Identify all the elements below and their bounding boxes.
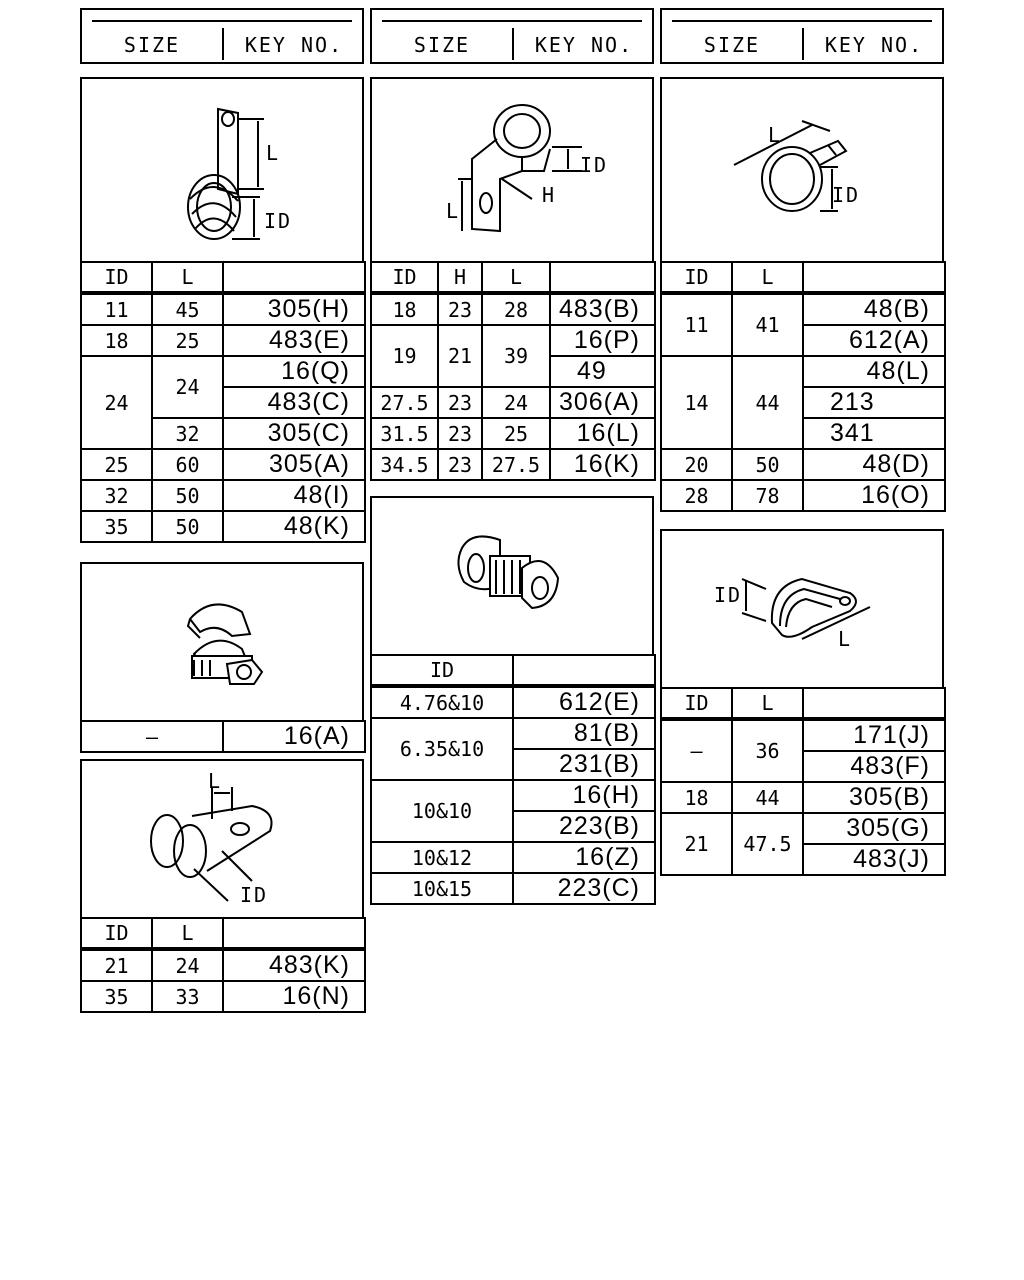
size-label: SIZE	[123, 33, 181, 57]
band-clamp-drawing	[662, 79, 942, 261]
cell-key: 223(C)	[513, 873, 655, 904]
cell-l: 33	[152, 981, 223, 1012]
table-row	[371, 842, 655, 873]
table-row	[371, 325, 655, 356]
dim-id-label: ID	[580, 153, 609, 177]
col-h: H	[438, 262, 482, 293]
table-row	[81, 981, 365, 1012]
table-clamp-loop	[80, 261, 366, 543]
cell-key: 612(A)	[803, 325, 945, 356]
dim-l-label: L	[838, 627, 851, 651]
cell-id: 10&15	[371, 873, 513, 904]
cell-id: 19	[371, 325, 438, 387]
cell-id: 10&10	[371, 780, 513, 842]
offset-clamp-drawing	[372, 79, 652, 261]
table-row	[81, 511, 365, 542]
col-key	[223, 918, 365, 949]
cell-key: 483(C)	[223, 387, 365, 418]
cell-l: 78	[732, 480, 803, 511]
cell-id: 34.5	[371, 449, 438, 480]
cell-key: 16(H)	[513, 780, 655, 811]
cell-key: 483(J)	[803, 844, 945, 875]
cell-key: 48(B)	[803, 293, 945, 325]
cell-key: 48(I)	[223, 480, 365, 511]
table-header-row	[81, 262, 365, 293]
table-offset-clamp	[370, 261, 656, 481]
cell-l: 24	[482, 387, 550, 418]
table-row	[371, 718, 655, 749]
cell-id: 25	[81, 449, 152, 480]
cell-key: 171(J)	[803, 719, 945, 751]
table-header-row	[661, 262, 945, 293]
cell-key: 223(B)	[513, 811, 655, 842]
cell-l: 60	[152, 449, 223, 480]
table-row	[661, 813, 945, 844]
key-no-label: KEY NO.	[244, 33, 344, 57]
cell-id: 6.35&10	[371, 718, 513, 780]
cell-key: 16(Z)	[513, 842, 655, 873]
cell-h: 23	[438, 449, 482, 480]
table-row	[81, 721, 365, 752]
key-no-label: KEY NO.	[824, 33, 924, 57]
table-row	[371, 387, 655, 418]
cell-key: 16(K)	[550, 449, 655, 480]
table-row	[661, 293, 945, 325]
cell-id: 18	[371, 293, 438, 325]
cell-key: 483(F)	[803, 751, 945, 782]
cell-key: 483(B)	[550, 293, 655, 325]
cell-id: 21	[661, 813, 732, 875]
table-band-clamp	[660, 261, 946, 512]
cell-id: 31.5	[371, 418, 438, 449]
cell-key: 483(E)	[223, 325, 365, 356]
offset-clamp-figure	[370, 77, 654, 263]
col-key	[550, 262, 655, 293]
cell-id: 28	[661, 480, 732, 511]
header-rule	[382, 20, 642, 22]
cell-h: 23	[438, 418, 482, 449]
cell-key: 81(B)	[513, 718, 655, 749]
dim-l-label: L	[446, 199, 459, 223]
col-id: ID	[81, 262, 152, 293]
cell-l: 50	[732, 449, 803, 480]
cell-id: 18	[81, 325, 152, 356]
cell-key: 16(O)	[803, 480, 945, 511]
cell-id: 18	[661, 782, 732, 813]
cell-l: 50	[152, 480, 223, 511]
col-l: L	[152, 918, 223, 949]
cell-key: 612(E)	[513, 686, 655, 718]
header-rule	[672, 20, 932, 22]
cell-id: 32	[81, 480, 152, 511]
cell-id: 24	[81, 356, 152, 449]
table-row	[661, 356, 945, 387]
double-clip-figure	[370, 496, 654, 656]
table-header-row	[371, 262, 655, 293]
clamp-loop-figure	[80, 77, 364, 263]
cell-key: 16(Q)	[223, 356, 365, 387]
dim-l-label: L	[208, 769, 221, 793]
col-l: L	[152, 262, 223, 293]
header-rule	[92, 20, 352, 22]
cell-key: 16(L)	[550, 418, 655, 449]
col-key	[223, 262, 365, 293]
cell-l: 24	[152, 356, 223, 418]
col-id: ID	[661, 688, 732, 719]
table-header-row	[81, 918, 365, 949]
cell-l: 25	[482, 418, 550, 449]
table-tab-clip	[80, 917, 366, 1013]
dim-id-label: ID	[264, 209, 293, 233]
col-key	[513, 655, 655, 686]
cell-l: 24	[152, 949, 223, 981]
dim-id-label: ID	[714, 583, 743, 607]
cell-l: 25	[152, 325, 223, 356]
key-no-label: KEY NO.	[534, 33, 634, 57]
dim-h-label: H	[542, 183, 555, 207]
size-label: SIZE	[703, 33, 761, 57]
clamp-loop-drawing	[82, 79, 362, 261]
cell-id: 21	[81, 949, 152, 981]
cell-h: 23	[438, 387, 482, 418]
table-p-clip	[660, 687, 946, 876]
p-clip-figure	[660, 529, 944, 689]
cell-key: 306(A)	[550, 387, 655, 418]
table-row	[661, 719, 945, 751]
cell-l: 28	[482, 293, 550, 325]
col-key	[803, 262, 945, 293]
col-l: L	[732, 688, 803, 719]
cell-id: 35	[81, 981, 152, 1012]
col-id: ID	[81, 918, 152, 949]
cell-key: 305(G)	[803, 813, 945, 844]
cell-key: 49	[550, 356, 655, 387]
cell-key: 305(C)	[223, 418, 365, 449]
table-row	[371, 686, 655, 718]
cell-id: 27.5	[371, 387, 438, 418]
table-row	[81, 356, 365, 387]
cell-id: 4.76&10	[371, 686, 513, 718]
plastic-clip-figure	[80, 562, 364, 722]
cell-h: 23	[438, 293, 482, 325]
table-row	[81, 325, 365, 356]
col-id: ID	[661, 262, 732, 293]
cell-id: 20	[661, 449, 732, 480]
table-header-row	[371, 655, 655, 686]
cell-id: —	[661, 719, 732, 782]
table-row	[661, 449, 945, 480]
cell-h: 21	[438, 325, 482, 387]
cell-key: 305(A)	[223, 449, 365, 480]
table-row	[81, 949, 365, 981]
cell-id: 14	[661, 356, 732, 449]
cell-l: 36	[732, 719, 803, 782]
header-col-2	[370, 8, 654, 64]
cell-key: 305(H)	[223, 293, 365, 325]
cell-l: 32	[152, 418, 223, 449]
tab-clip-drawing	[82, 761, 362, 917]
cell-id: 35	[81, 511, 152, 542]
cell-l: 39	[482, 325, 550, 387]
double-clip-drawing	[372, 498, 652, 654]
cell-key: 48(D)	[803, 449, 945, 480]
col-id: ID	[371, 262, 438, 293]
header-col-1	[80, 8, 364, 64]
table-row	[661, 782, 945, 813]
cell-l: 50	[152, 511, 223, 542]
table-row	[81, 449, 365, 480]
table-row	[81, 480, 365, 511]
table-row	[81, 293, 365, 325]
col-key	[803, 688, 945, 719]
cell-id: —	[81, 721, 223, 752]
size-label: SIZE	[413, 33, 471, 57]
cell-key: 231(B)	[513, 749, 655, 780]
col-id: ID	[371, 655, 513, 686]
table-row	[371, 449, 655, 480]
cell-l: 47.5	[732, 813, 803, 875]
col-l: L	[732, 262, 803, 293]
dim-l-label: L	[266, 141, 279, 165]
band-clamp-figure	[660, 77, 944, 263]
cell-key: 48(K)	[223, 511, 365, 542]
col-l: L	[482, 262, 550, 293]
table-row	[371, 780, 655, 811]
plastic-clip-drawing	[82, 564, 362, 720]
p-clip-drawing	[662, 531, 942, 687]
table-row	[371, 418, 655, 449]
dim-id-label: ID	[240, 883, 269, 907]
cell-key: 483(K)	[223, 949, 365, 981]
cell-key: 341	[803, 418, 945, 449]
table-double-clip	[370, 654, 656, 905]
header-col-3	[660, 8, 944, 64]
cell-key: 213	[803, 387, 945, 418]
cell-l: 44	[732, 356, 803, 449]
tab-clip-figure	[80, 759, 364, 919]
cell-key: 16(N)	[223, 981, 365, 1012]
cell-id: 11	[81, 293, 152, 325]
table-header-row	[661, 688, 945, 719]
table-row	[371, 293, 655, 325]
dim-l-label: L	[768, 123, 781, 147]
cell-key: 16(A)	[223, 721, 365, 752]
cell-l: 44	[732, 782, 803, 813]
cell-key: 16(P)	[550, 325, 655, 356]
cell-key: 305(B)	[803, 782, 945, 813]
table-row	[661, 480, 945, 511]
cell-key: 48(L)	[803, 356, 945, 387]
cell-id: 10&12	[371, 842, 513, 873]
cell-id: 11	[661, 293, 732, 356]
table-row	[371, 873, 655, 904]
table-plastic-clip	[80, 720, 366, 753]
cell-l: 45	[152, 293, 223, 325]
cell-l: 41	[732, 293, 803, 356]
dim-id-label: ID	[832, 183, 861, 207]
cell-l: 27.5	[482, 449, 550, 480]
